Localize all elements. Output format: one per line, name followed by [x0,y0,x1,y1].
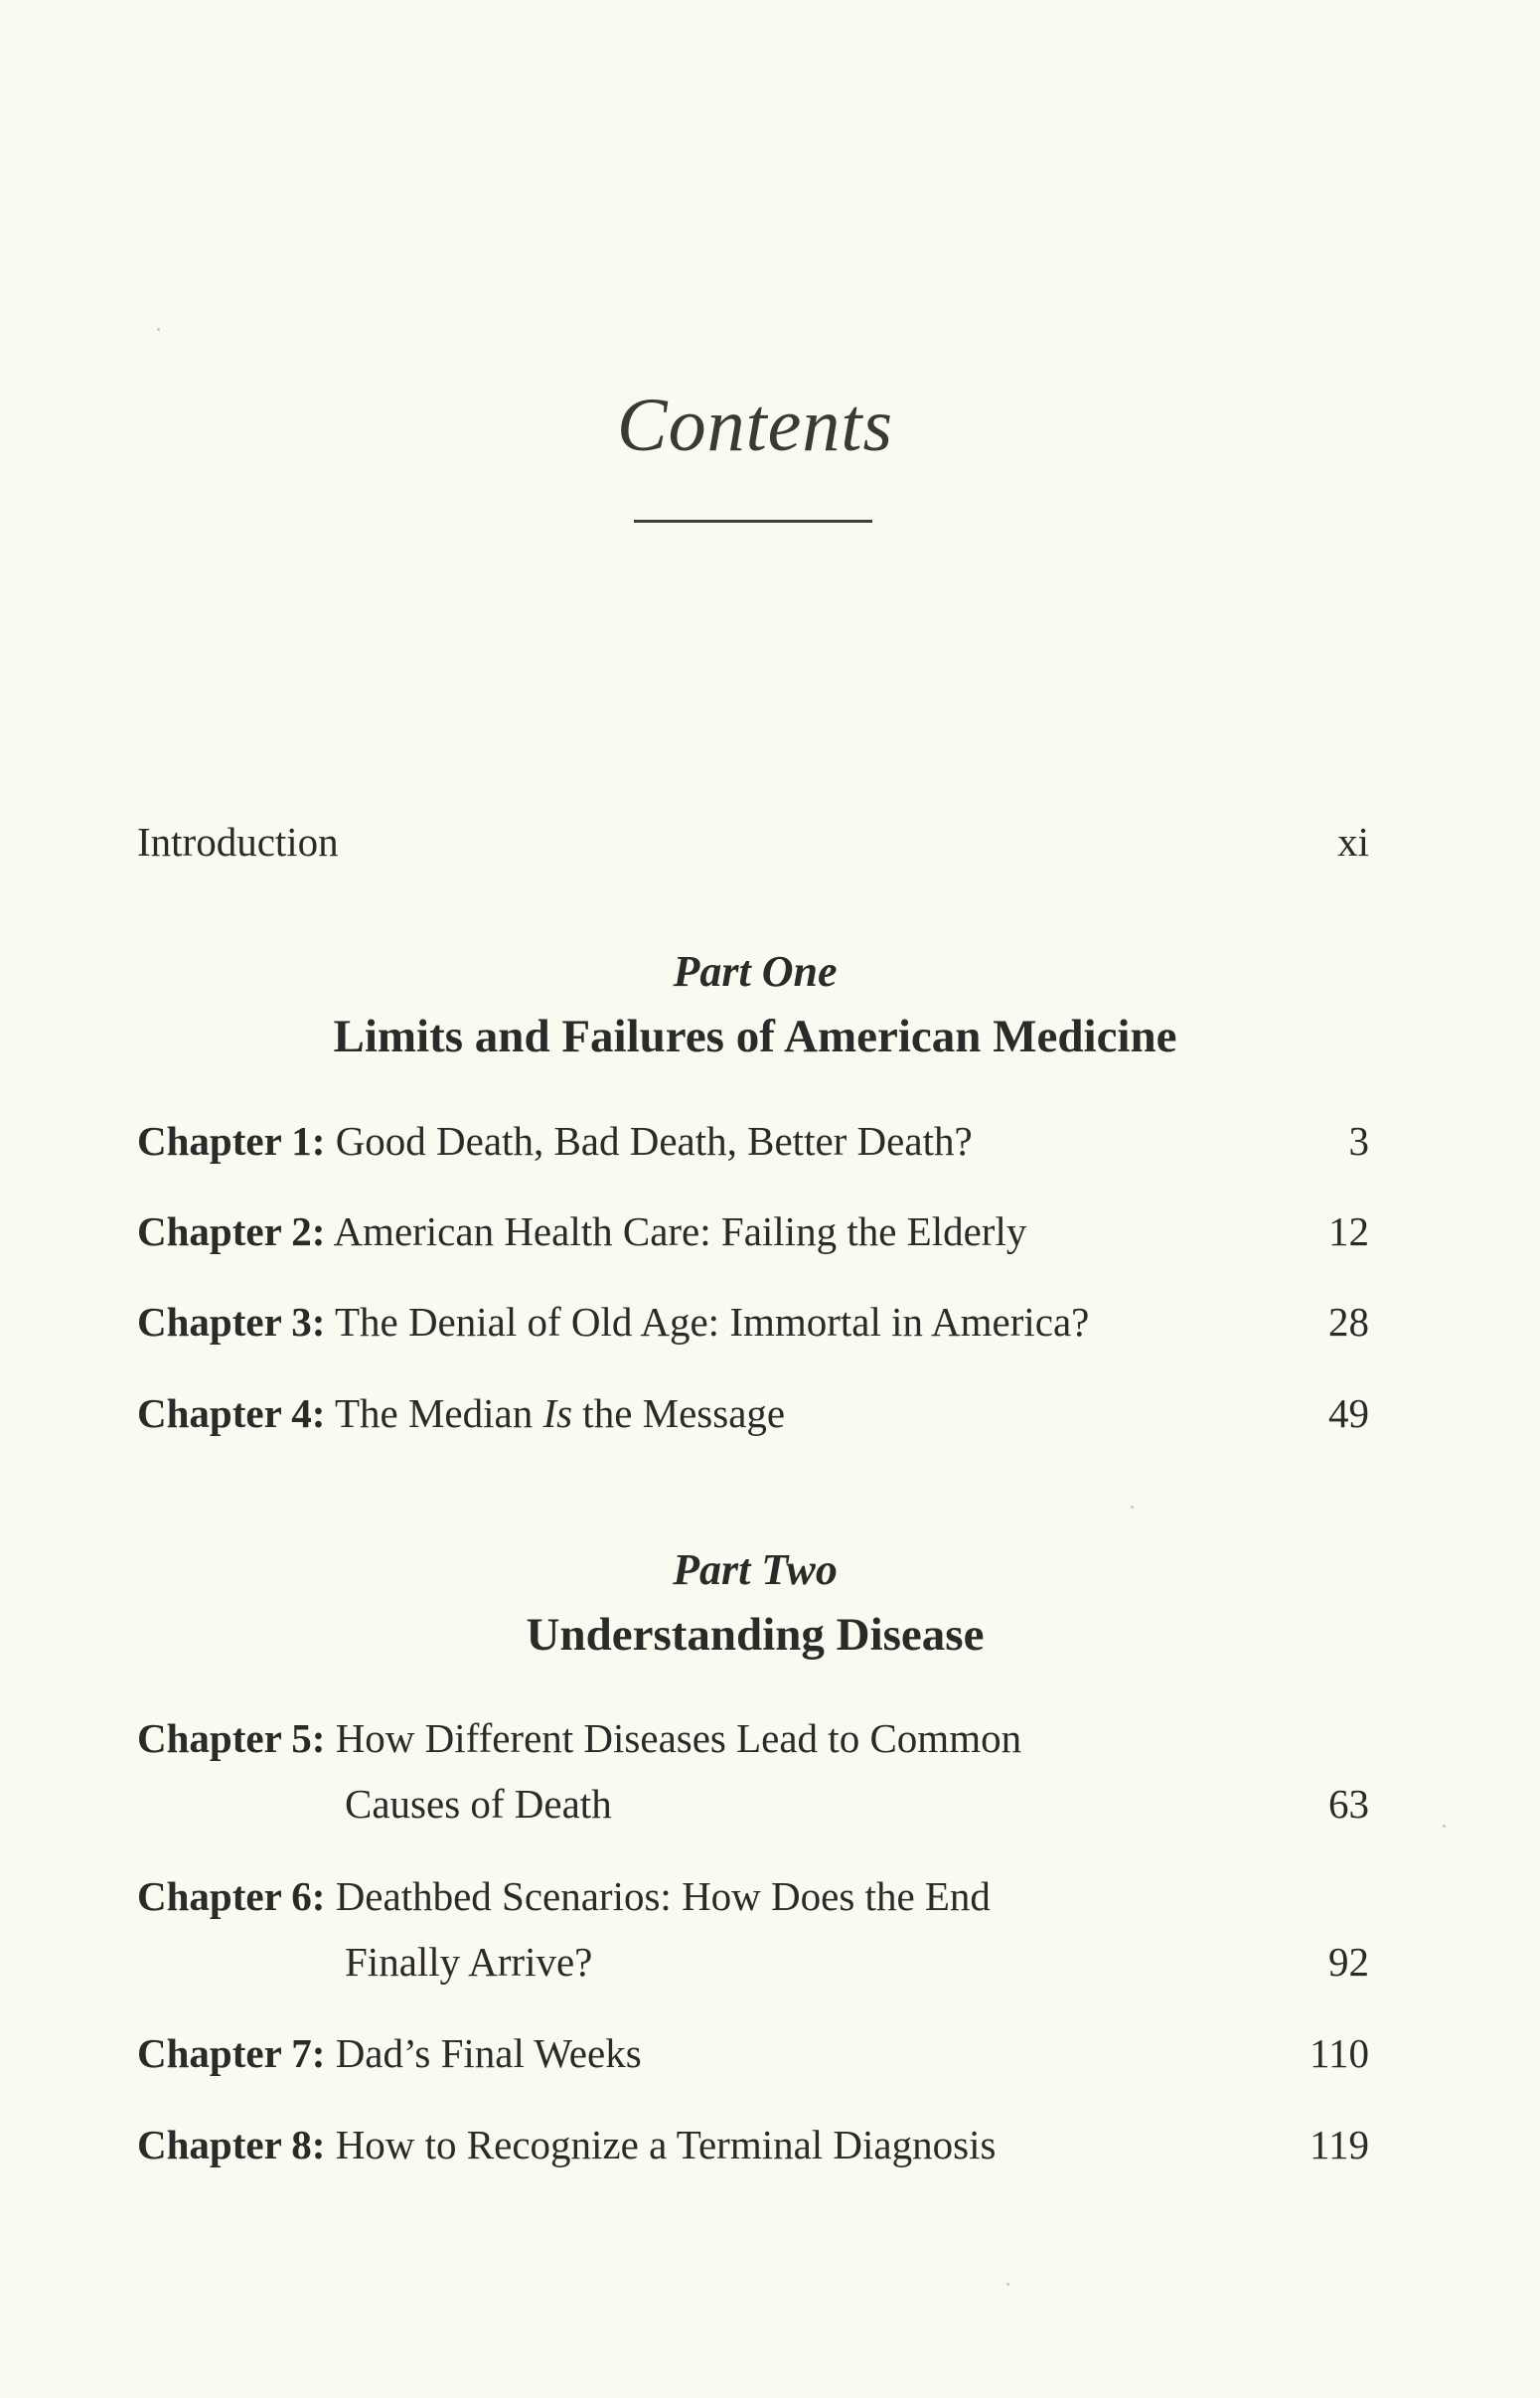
toc-page-number: 110 [1309,2030,1369,2076]
toc-page-number: 12 [1328,1208,1369,1254]
toc-page-number: xi [1337,819,1369,865]
chapter-number: Chapter 2: [137,1208,326,1254]
chapter-title: The Denial of Old Age: Immortal in America? [334,1299,1090,1345]
scan-speck [1006,2283,1009,2286]
chapter-number: Chapter 4: [137,1390,326,1436]
chapter-title: The Median Is the Message [334,1390,786,1436]
toc-entry-chapter-5 [137,1713,1369,1833]
part-one-heading [0,942,1510,1071]
chapter-title: How to Recognize a Terminal Diagnosis [335,2122,997,2167]
part-name: Understanding Disease [526,1609,985,1661]
scan-speck [1131,1506,1134,1509]
chapter-number: Chapter 5: [137,1715,326,1761]
chapter-title: American Health Care: Failing the Elderly [333,1208,1027,1254]
chapter-title-continued: Causes of Death [345,1781,612,1827]
toc-page-number: 119 [1309,2122,1369,2167]
part-label: Part Two [673,1545,838,1594]
chapter-title: Deathbed Scenarios: How Does the End [335,1873,991,1919]
toc-entry-chapter-6 [137,1871,1369,1991]
chapter-number: Chapter 7: [137,2030,326,2076]
scan-speck [157,328,160,331]
chapter-title-emphasis: Is [542,1390,573,1436]
chapter-title: Good Death, Bad Death, Better Death? [335,1118,973,1164]
scan-speck [1443,1825,1446,1828]
part-two-heading [0,1540,1510,1670]
chapter-title: Dad’s Final Weeks [335,2030,642,2076]
toc-page-number: 3 [1348,1118,1369,1164]
toc-page-number: 49 [1328,1390,1369,1436]
chapter-number: Chapter 3: [137,1299,326,1345]
toc-page-number: 92 [1328,1939,1369,1985]
chapter-title-continued: Finally Arrive? [345,1939,593,1985]
chapter-number: Chapter 8: [137,2122,326,2167]
chapter-number: Chapter 1: [137,1118,326,1164]
page-title: Contents [616,384,894,467]
toc-page-number: 28 [1328,1299,1369,1345]
title-underline [634,520,872,523]
part-label: Part One [673,947,838,996]
chapter-title: How Different Diseases Lead to Common [335,1715,1022,1761]
toc-entry-label: Introduction [137,819,339,865]
chapter-number: Chapter 6: [137,1873,326,1919]
part-name: Limits and Failures of American Medicine [333,1011,1177,1062]
toc-page-number: 63 [1328,1781,1369,1827]
